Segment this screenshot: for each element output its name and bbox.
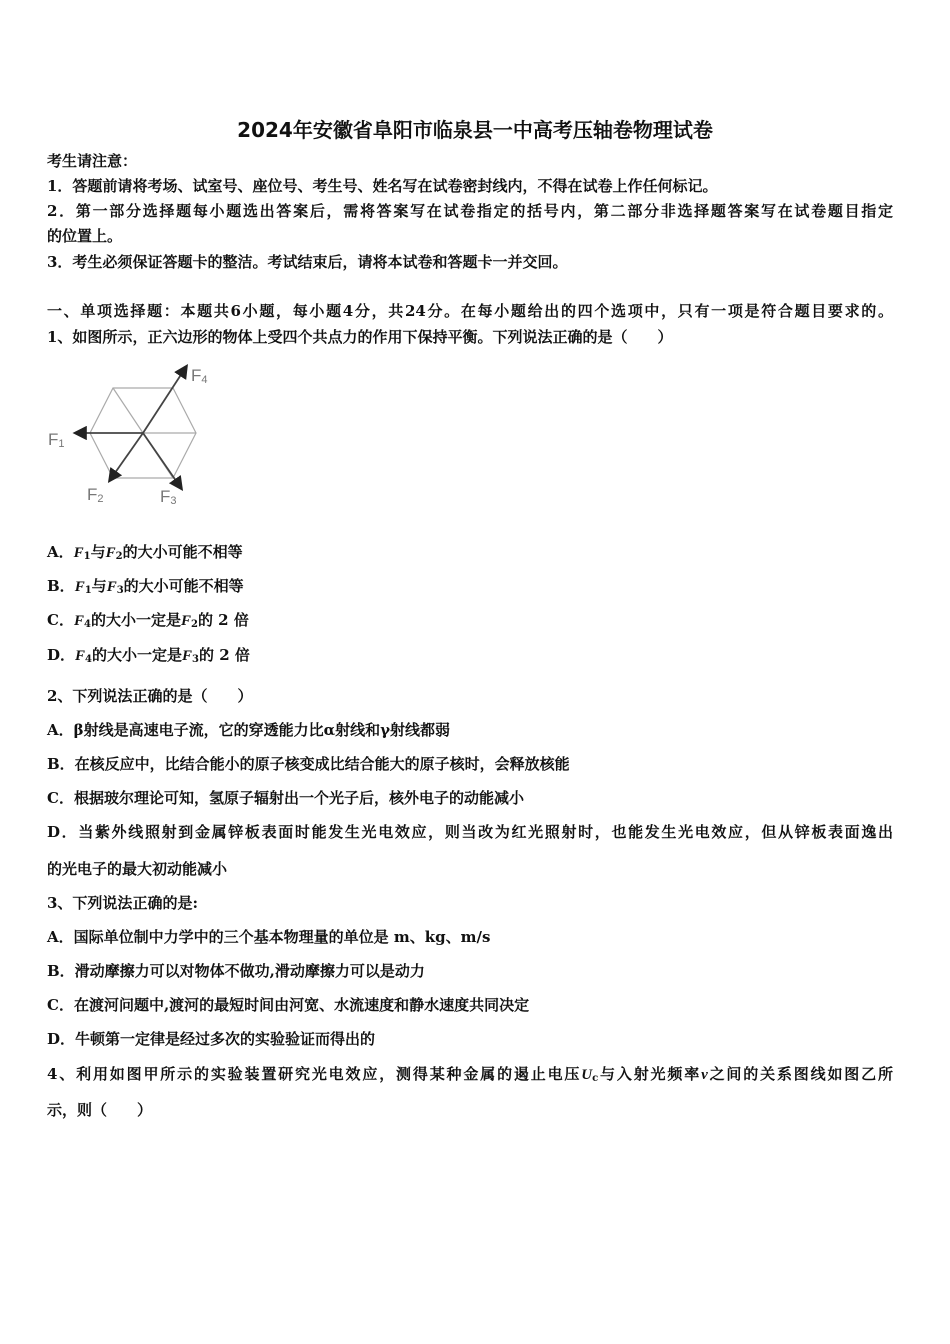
question-3-option-c[interactable]: C．在渡河问题中,渡河的最短时间由河宽、水流速度和静水速度共同决定 [47,996,530,1014]
question-2-option-d-cont[interactable]: 的光电子的最大初动能减小 [47,860,228,878]
question-1-stem: 1、如图所示，正六边形的物体上受四个共点力的作用下保持平衡。下列说法正确的是（ ） [47,328,673,346]
force-f2-arrow [110,433,143,480]
notice-heading: 考生请注意： [47,152,138,170]
notice-item: 2．第一部分选择题每小题选出答案后，需将答案写在试卷指定的括号内，第二部分非选择题答案写在试卷题目指定 [47,202,893,220]
notice-item: 1．答题前请将考场、试室号、座位号、考生号、姓名写在试卷密封线内，不得在试卷上作任何标记。 [47,177,718,195]
question-3-option-a[interactable]: A．国际单位制中力学中的三个基本物理量的单位是 m、kg、m/s [47,928,491,946]
question-3-option-b[interactable]: B．滑动摩擦力可以对物体不做功,滑动摩擦力可以是动力 [47,962,425,980]
label-f4: F4 [191,366,208,386]
question-4-stem-cont: 示，则（ ） [47,1101,153,1119]
question-4-stem: 4、利用如图甲所示的实验装置研究光电效应，测得某种金属的遏止电压$U_c$与入射光频率v之间的关系图线如图乙所 [47,1065,893,1084]
question-2-option-b[interactable]: B．在核反应中，比结合能小的原子核变成比结合能大的原子核时，会释放核能 [47,755,570,773]
question-2-option-a[interactable]: A．β射线是高速电子流，它的穿透能力比α射线和γ射线都弱 [47,721,451,739]
hexagon-force-diagram [40,355,220,510]
question-2-option-c[interactable]: C．根据玻尔理论可知，氢原子辐射出一个光子后，核外电子的动能减小 [47,789,524,807]
question-1-option-a[interactable]: A．$F_1$与$F_2$的大小可能不相等 [47,543,243,562]
page-title: 2024年安徽省阜阳市临泉县一中高考压轴卷物理试卷 [237,118,713,142]
force-f3-arrow [143,433,181,488]
label-f2: F2 [87,485,104,505]
question-1-option-b[interactable]: B．$F_1$与$F_3$的大小可能不相等 [47,577,244,596]
label-f1: F1 [48,430,65,450]
label-f3: F3 [160,487,177,507]
question-2-stem: 2、下列说法正确的是（ ） [47,687,253,705]
question-1-option-d[interactable]: D．$F_4$的大小一定是$F_3$的 2 倍 [47,646,250,665]
notice-item: 3．考生必须保证答题卡的整洁。考试结束后，请将本试卷和答题卡一并交回。 [47,253,568,271]
notice-item: 的位置上。 [47,227,123,245]
question-3-stem: 3、下列说法正确的是: [47,894,198,912]
question-1-option-c[interactable]: C．$F_4$的大小一定是$F_2$的 2 倍 [47,611,249,630]
question-3-option-d[interactable]: D．牛顿第一定律是经过多次的实验验证而得出的 [47,1030,376,1048]
question-2-option-d[interactable]: D．当紫外线照射到金属锌板表面时能发生光电效应，则当改为红光照射时，也能发生光电效应，但从锌板表面逸出 [47,823,893,841]
section-heading: 一、单项选择题：本题共6小题，每小题4分，共24分。在每小题给出的四个选项中，只有一项是符合题目要求的。 [47,302,893,320]
